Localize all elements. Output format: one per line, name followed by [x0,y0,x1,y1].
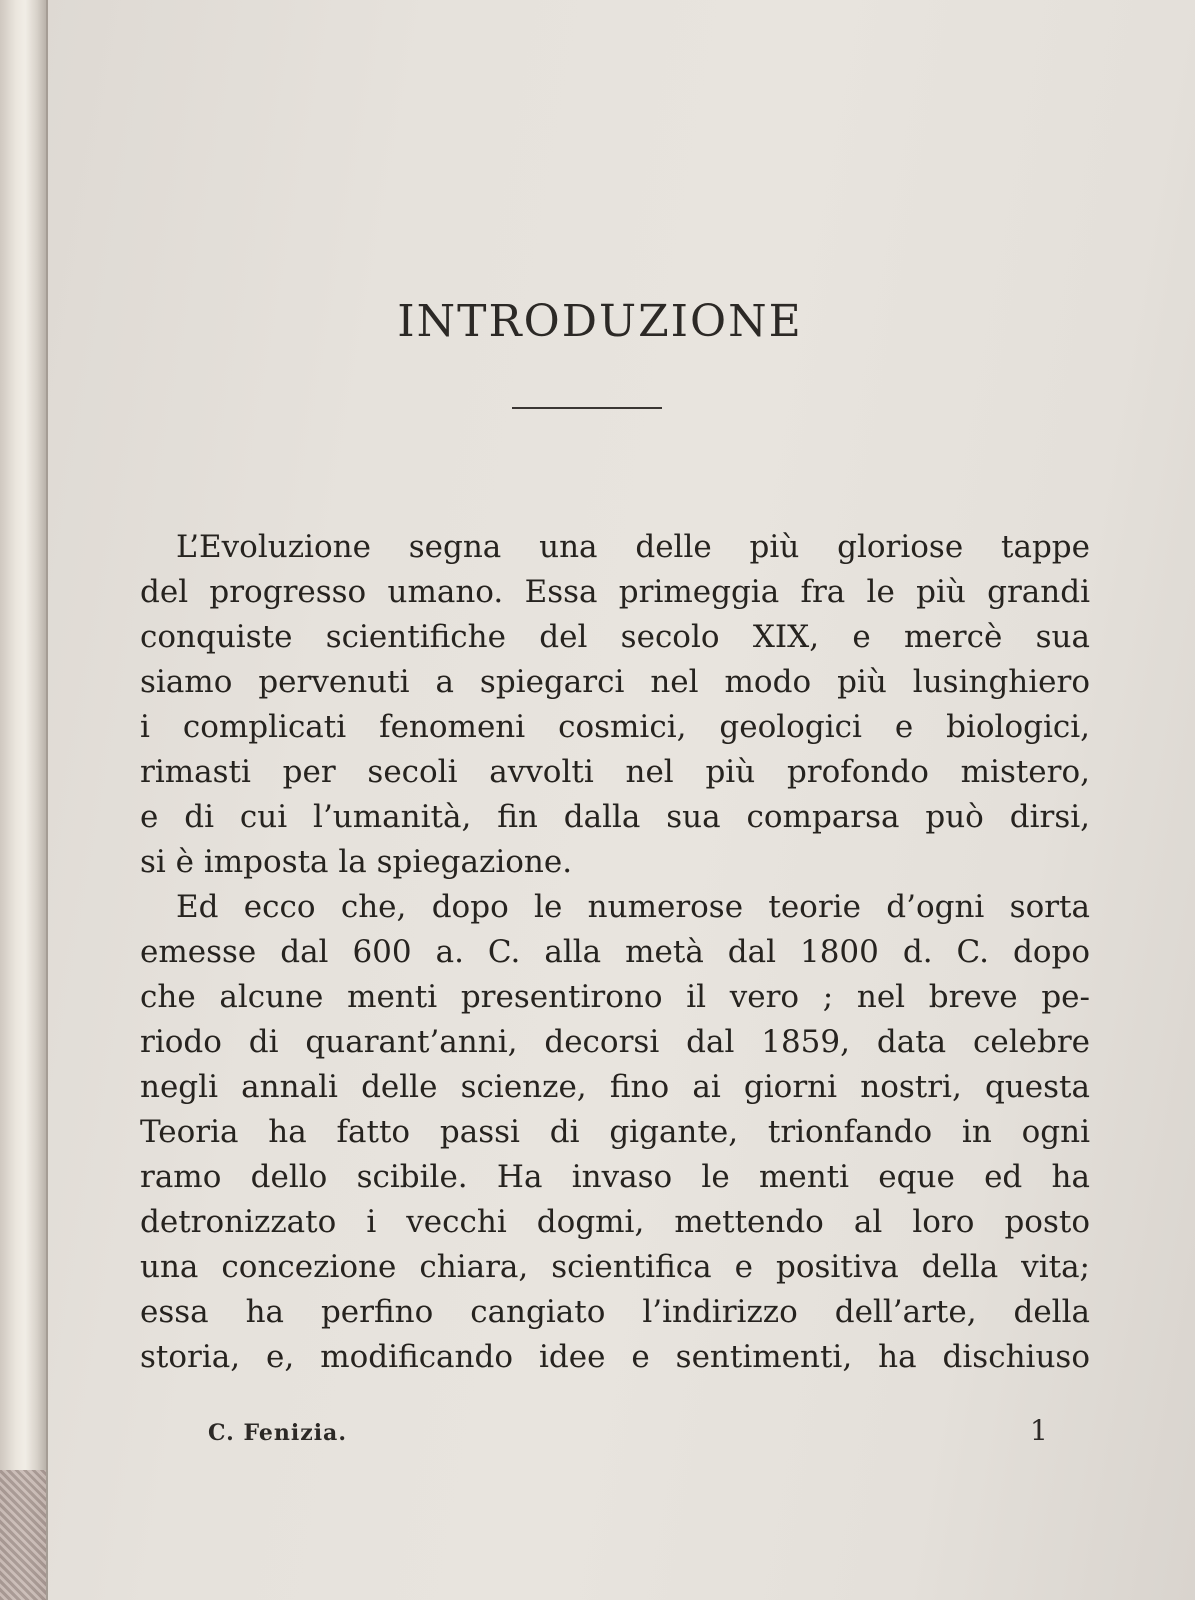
text-line: Teoria ha fatto passi di gigante, trionfando in ogni [140,1114,1090,1150]
text-line: i complicati fenomeni cosmici, geologici e biologici, [140,709,1090,745]
page-title: INTRODUZIONE [397,296,803,347]
text-line: Ed ecco che, dopo le numerose teorie d’ogni sorta [176,889,1090,925]
binding-cloth [0,1470,46,1600]
text-line: si è imposta la spiegazione. [140,844,573,880]
book-binding [0,0,48,1600]
page-number: 1 [1030,1414,1048,1447]
text-line: e di cui l’umanità, fin dalla sua comparsa può dirsi, [140,799,1090,835]
text-line: che alcune menti presentirono il vero ; nel breve pe- [140,979,1090,1015]
text-line: ramo dello scibile. Ha invaso le menti eque ed ha [140,1159,1090,1195]
body-text [140,525,1090,1380]
text-line: una concezione chiara, scientifica e positiva della vita; [140,1249,1090,1285]
text-line: L’Evoluzione segna una delle più gloriose tappe [176,529,1090,565]
text-line: essa ha perfino cangiato l’indirizzo dell’arte, della [140,1294,1090,1330]
text-line: negli annali delle scienze, fino ai giorni nostri, questa [140,1069,1090,1105]
text-line: storia, e, modificando idee e sentimenti, ha dischiuso [140,1339,1090,1375]
text-line: detronizzato i vecchi dogmi, mettendo al loro posto [140,1204,1090,1240]
text-line: rimasti per secoli avvolti nel più profondo mistero, [140,754,1090,790]
text-line: siamo pervenuti a spiegarci nel modo più lusinghiero [140,664,1090,700]
footer-signature: C. Fenizia. [208,1420,347,1446]
title-rule [512,407,662,409]
text-line: riodo di quarant’anni, decorsi dal 1859, data celebre [140,1024,1090,1060]
text-line: del progresso umano. Essa primeggia fra le più grandi [140,574,1090,610]
text-line: conquiste scientifiche del secolo XIX, e mercè sua [140,619,1090,655]
text-line: emesse dal 600 a. C. alla metà dal 1800 d. C. dopo [140,934,1090,970]
